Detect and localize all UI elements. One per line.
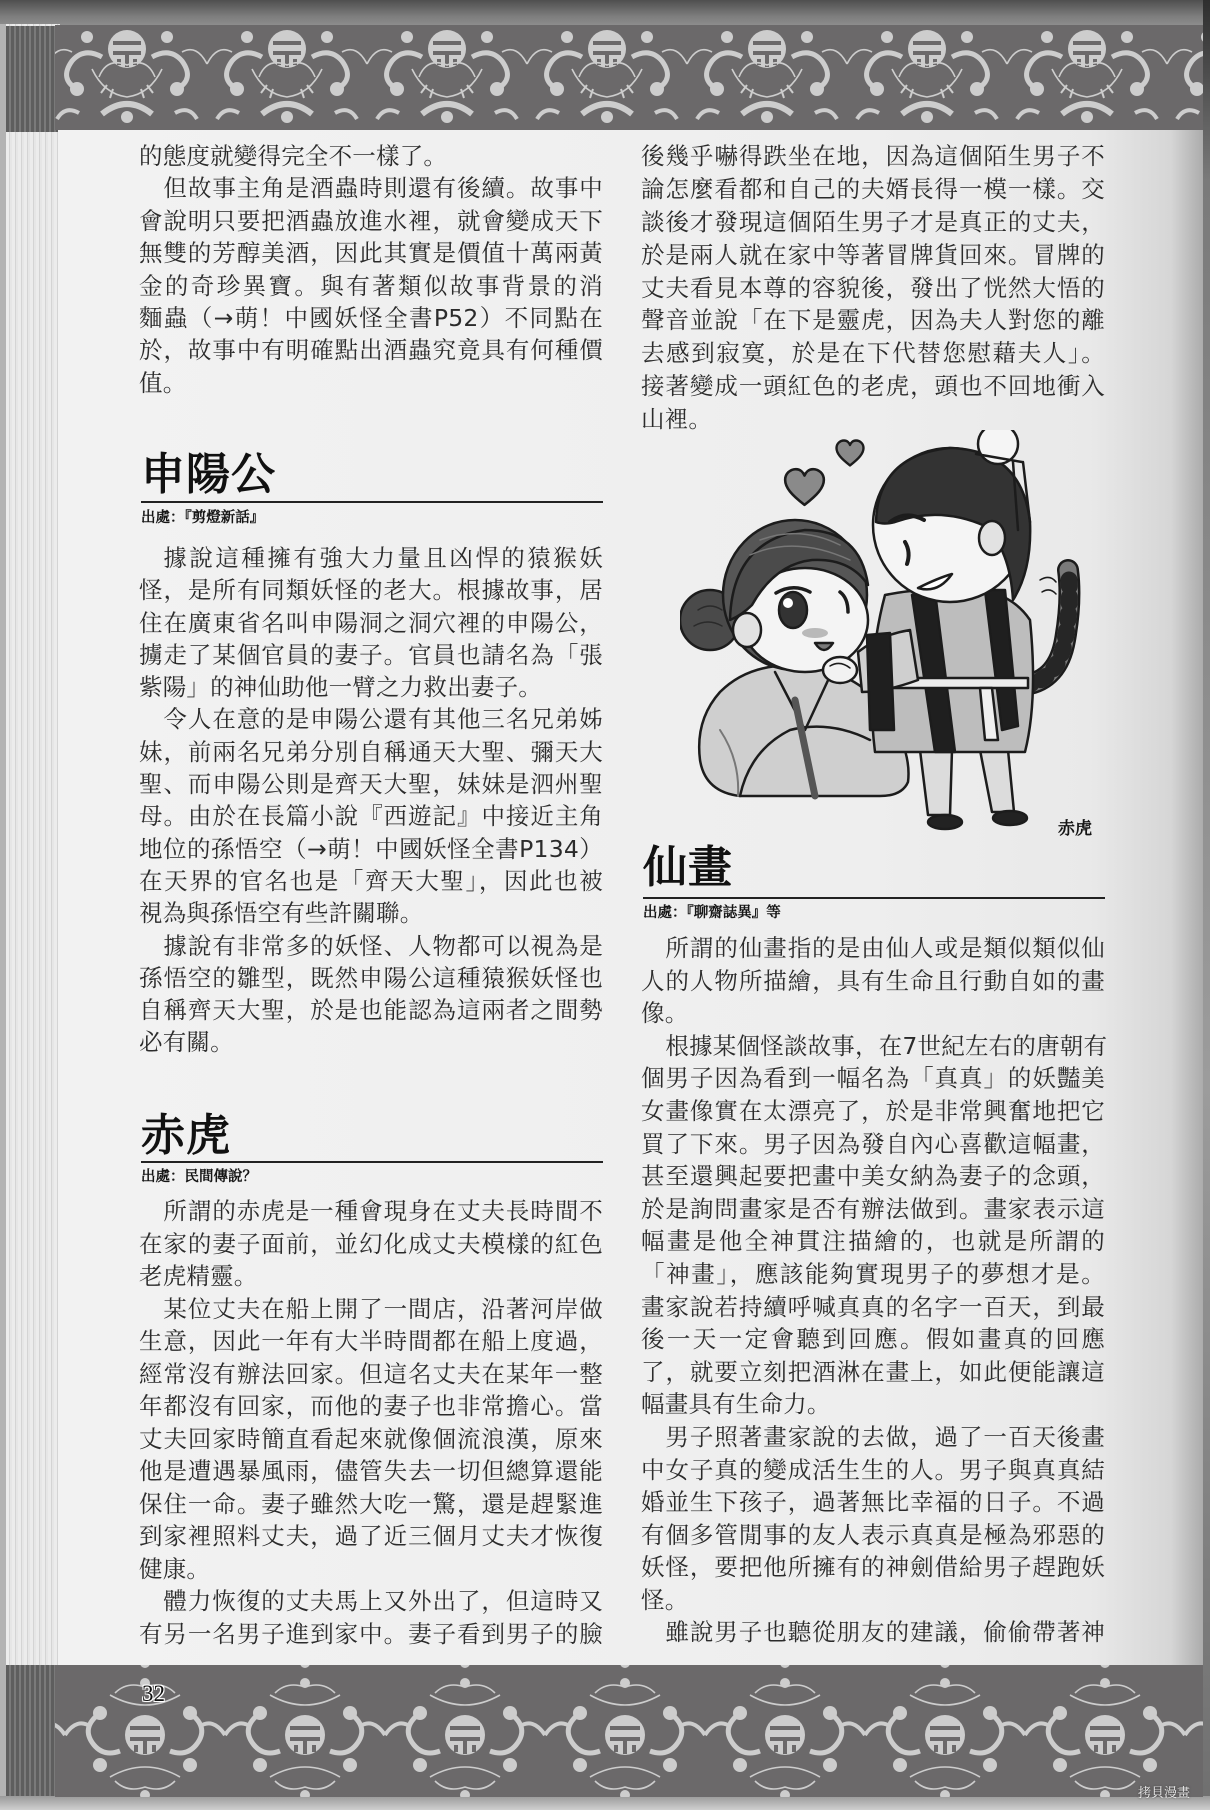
text-line: 人的人物所描繪，具有生命且行動自如的畫 — [641, 966, 1105, 995]
text-line: 妖怪，要把他所擁有的神劍借給男子趕跑妖 — [641, 1553, 1105, 1582]
text-line: 去感到寂寞，於是在下代替您慰藉夫人」。 — [641, 339, 1105, 368]
section-source: 出處：『剪燈新話』 — [141, 510, 265, 526]
text-line: 值。 — [139, 368, 187, 397]
text-line: 體力恢復的丈夫馬上又外出了，但這時又 — [163, 1587, 603, 1615]
text-line: 丈夫看見本尊的容貌後，發出了恍然大悟的 — [641, 273, 1105, 302]
text-line: 視為與孫悟空有些許關聯。 — [139, 899, 424, 928]
text-line: 他是遭遇暴風雨，儘管失去一切但總算還能 — [139, 1457, 603, 1485]
text-line: 所謂的仙畫指的是由仙人或是類似類似仙 — [665, 934, 1105, 962]
text-line: 據說有非常多的妖怪、人物都可以視為是 — [163, 931, 603, 960]
text-line: 於是詢問畫家是否有辦法做到。畫家表示這 — [641, 1194, 1105, 1223]
text-line: 丈夫回家時簡直看起來就像個流浪漢，原來 — [139, 1424, 603, 1453]
text-line: 據說這種擁有強大力量且凶悍的猿猴妖 — [163, 544, 603, 572]
text-line: 在天界的官名也是「齊天大聖」，因此也被 — [139, 866, 603, 895]
text-line: 金的奇珍異寶。與有著類似故事背景的消 — [139, 271, 603, 300]
text-line: 但故事主角是酒蟲時則還有後續。故事中 — [163, 174, 603, 203]
section-title: 赤虎 — [141, 1110, 231, 1161]
text-line: 於是兩人就在家中等著冒牌貨回來。冒牌的 — [641, 240, 1105, 269]
section-body — [139, 542, 603, 1059]
text-line: 所謂的赤虎是一種會現身在丈夫長時間不 — [163, 1197, 603, 1225]
section-source: 出處：『聊齋誌異』等 — [643, 905, 781, 921]
text-line: 保住一命。妻子雖然大吃一驚，還是趕緊進 — [139, 1489, 603, 1518]
heart-icon — [785, 469, 824, 505]
page-edge-dark-top — [6, 26, 60, 132]
scan-right-gutter — [1203, 0, 1210, 1810]
text-line: 「神畫」，應該能夠實現男子的夢想才是。 — [641, 1259, 1105, 1288]
illustration-chihu — [680, 430, 1110, 850]
text-line: 後幾乎嚇得跌坐在地，因為這個陌生男子不 — [641, 142, 1105, 170]
text-line: 在家的妻子面前，並幻化成丈夫模樣的紅色 — [139, 1229, 603, 1258]
text-line: 雖說男子也聽從朋友的建議，偷偷帶著神 — [665, 1618, 1105, 1647]
section-title-rule — [141, 501, 603, 503]
text-line: 住在廣東省名叫申陽洞之洞穴裡的申陽公， — [139, 608, 603, 637]
ornament-pattern-icon — [55, 1665, 1203, 1797]
text-line: 年都沒有回家，而他的妻子也非常擔心。當 — [139, 1392, 603, 1420]
text-line: 紫陽」的神仙助他一臂之力救出妻子。 — [139, 673, 542, 702]
section-title: 申陽公 — [141, 449, 276, 500]
text-line: 畫家說若持續呼喊真真的名字一百天，到最 — [641, 1292, 1105, 1321]
text-line: 怪。 — [641, 1585, 689, 1614]
text-line: 有個多管閒事的友人表示真真是極為邪惡的 — [641, 1520, 1105, 1549]
text-line: 幅畫是他全神貫注描繪的，也就是所謂的 — [641, 1227, 1105, 1256]
text-line: 的態度就變得完全不一樣了。 — [139, 142, 448, 170]
page-number: 32 — [142, 1681, 165, 1706]
text-line: 幅畫具有生命力。 — [641, 1390, 831, 1419]
section-title: 仙畫 — [643, 842, 733, 893]
heart-icon — [837, 441, 864, 466]
ornament-pattern-icon — [55, 25, 1203, 130]
right-intro-paragraph — [641, 140, 1105, 436]
text-line: 經常沒有辦法回家。但這名丈夫在某年一整 — [139, 1359, 603, 1388]
text-line: 聲音並說「在下是靈虎，因為夫人對您的離 — [641, 306, 1105, 335]
text-line: 於，故事中有明確點出酒蟲究竟具有何種價 — [139, 336, 603, 365]
text-line: 接著變成一頭紅色的老虎，頭也不回地衝入 — [641, 372, 1105, 401]
section-title-rule — [643, 897, 1105, 899]
text-line: 地位的孫悟空（→萌！中國妖怪全書P134） — [139, 834, 603, 863]
text-line: 甚至還興起要把畫中美女納為妻子的念頭， — [641, 1162, 1105, 1191]
scan-top-shadow — [0, 0, 1210, 27]
text-line: 母。由於在長篇小說『西遊記』中接近主角 — [139, 802, 603, 831]
text-line: 妹，前兩名兄弟分別自稱通天大聖、彌天大 — [139, 737, 603, 766]
text-line: 生意，因此一年有大半時間都在船上度過， — [139, 1327, 603, 1355]
text-line: 某位丈夫在船上開了一間店，沿著河岸做 — [163, 1294, 603, 1323]
illustration-caption: 赤虎 — [1058, 819, 1092, 839]
watermark: 拷貝漫畫 — [1138, 1786, 1191, 1801]
text-line: 像。 — [641, 999, 689, 1028]
section-title-rule — [141, 1161, 603, 1163]
text-line: 有另一名男子進到家中。妻子看到男子的臉 — [139, 1619, 603, 1648]
left-intro-paragraphs — [139, 140, 603, 399]
text-line: 自稱齊天大聖，於是也能認為這兩者之間勢 — [139, 996, 603, 1025]
ornamental-footer-band — [55, 1665, 1203, 1797]
section-body — [641, 932, 1108, 1649]
text-line: 令人在意的是申陽公還有其他三名兄弟姊 — [163, 705, 603, 734]
text-line: 根據某個怪談故事，在7世紀左右的唐朝有 — [665, 1031, 1108, 1060]
text-line: 男子照著畫家說的去做，過了一百天後畫 — [665, 1422, 1105, 1451]
text-line: 孫悟空的雛型，既然申陽公這種猿猴妖怪也 — [139, 963, 603, 992]
text-line: 個男子因為看到一幅名為「真真」的妖豔美 — [641, 1064, 1105, 1093]
text-line: 女畫像實在太漂亮了，於是非常興奮地把它 — [641, 1096, 1105, 1125]
text-line: 聖、而申陽公則是齊天大聖，妹妹是泗州聖 — [139, 770, 603, 799]
text-line: 山裡。 — [641, 405, 713, 434]
text-line: 怪，是所有同類妖怪的老大。根據故事，居 — [139, 576, 603, 605]
text-line: 中女子真的變成活生生的人。男子與真真結 — [641, 1455, 1105, 1484]
section-source: 出處：民間傳說？ — [141, 1169, 257, 1185]
text-line: 老虎精靈。 — [139, 1262, 258, 1290]
text-line: 必有關。 — [139, 1028, 234, 1057]
text-line: 到家裡照料丈夫，過了近三個月丈夫才恢復 — [139, 1522, 603, 1550]
text-line: 麵蟲（→萌！中國妖怪全書P52）不同點在 — [139, 303, 603, 332]
text-line: 健康。 — [139, 1554, 211, 1583]
text-line: 婚並生下孩子，過著無比幸福的日子。不過 — [641, 1488, 1105, 1517]
text-line: 後一天一定會聽到回應。假如畫真的回應 — [641, 1325, 1105, 1354]
text-line: 會說明只要把酒蟲放進水裡，就會變成天下 — [139, 206, 603, 235]
ornamental-header-band — [55, 25, 1203, 130]
page-edge-dark-bottom — [6, 1665, 60, 1797]
text-line: 買了下來。男子因為發自內心喜歡這幅畫， — [641, 1129, 1105, 1158]
section-body — [139, 1195, 603, 1650]
stacked-page-edges — [6, 24, 60, 1800]
text-line: 談後才發現這個陌生男子才是真正的丈夫， — [641, 207, 1105, 236]
text-line: 無雙的芳醇美酒，因此其實是價值十萬兩黃 — [139, 239, 603, 268]
text-line: 擄走了某個官員的妻子。官員也請名為「張 — [139, 640, 603, 669]
text-line: 了，就要立刻把酒淋在畫上，如此便能讓這 — [641, 1357, 1105, 1386]
scan-bottom-shadow — [0, 1796, 1210, 1810]
text-line: 論怎麼看都和自己的夫婿長得一模一樣。交 — [641, 174, 1105, 203]
